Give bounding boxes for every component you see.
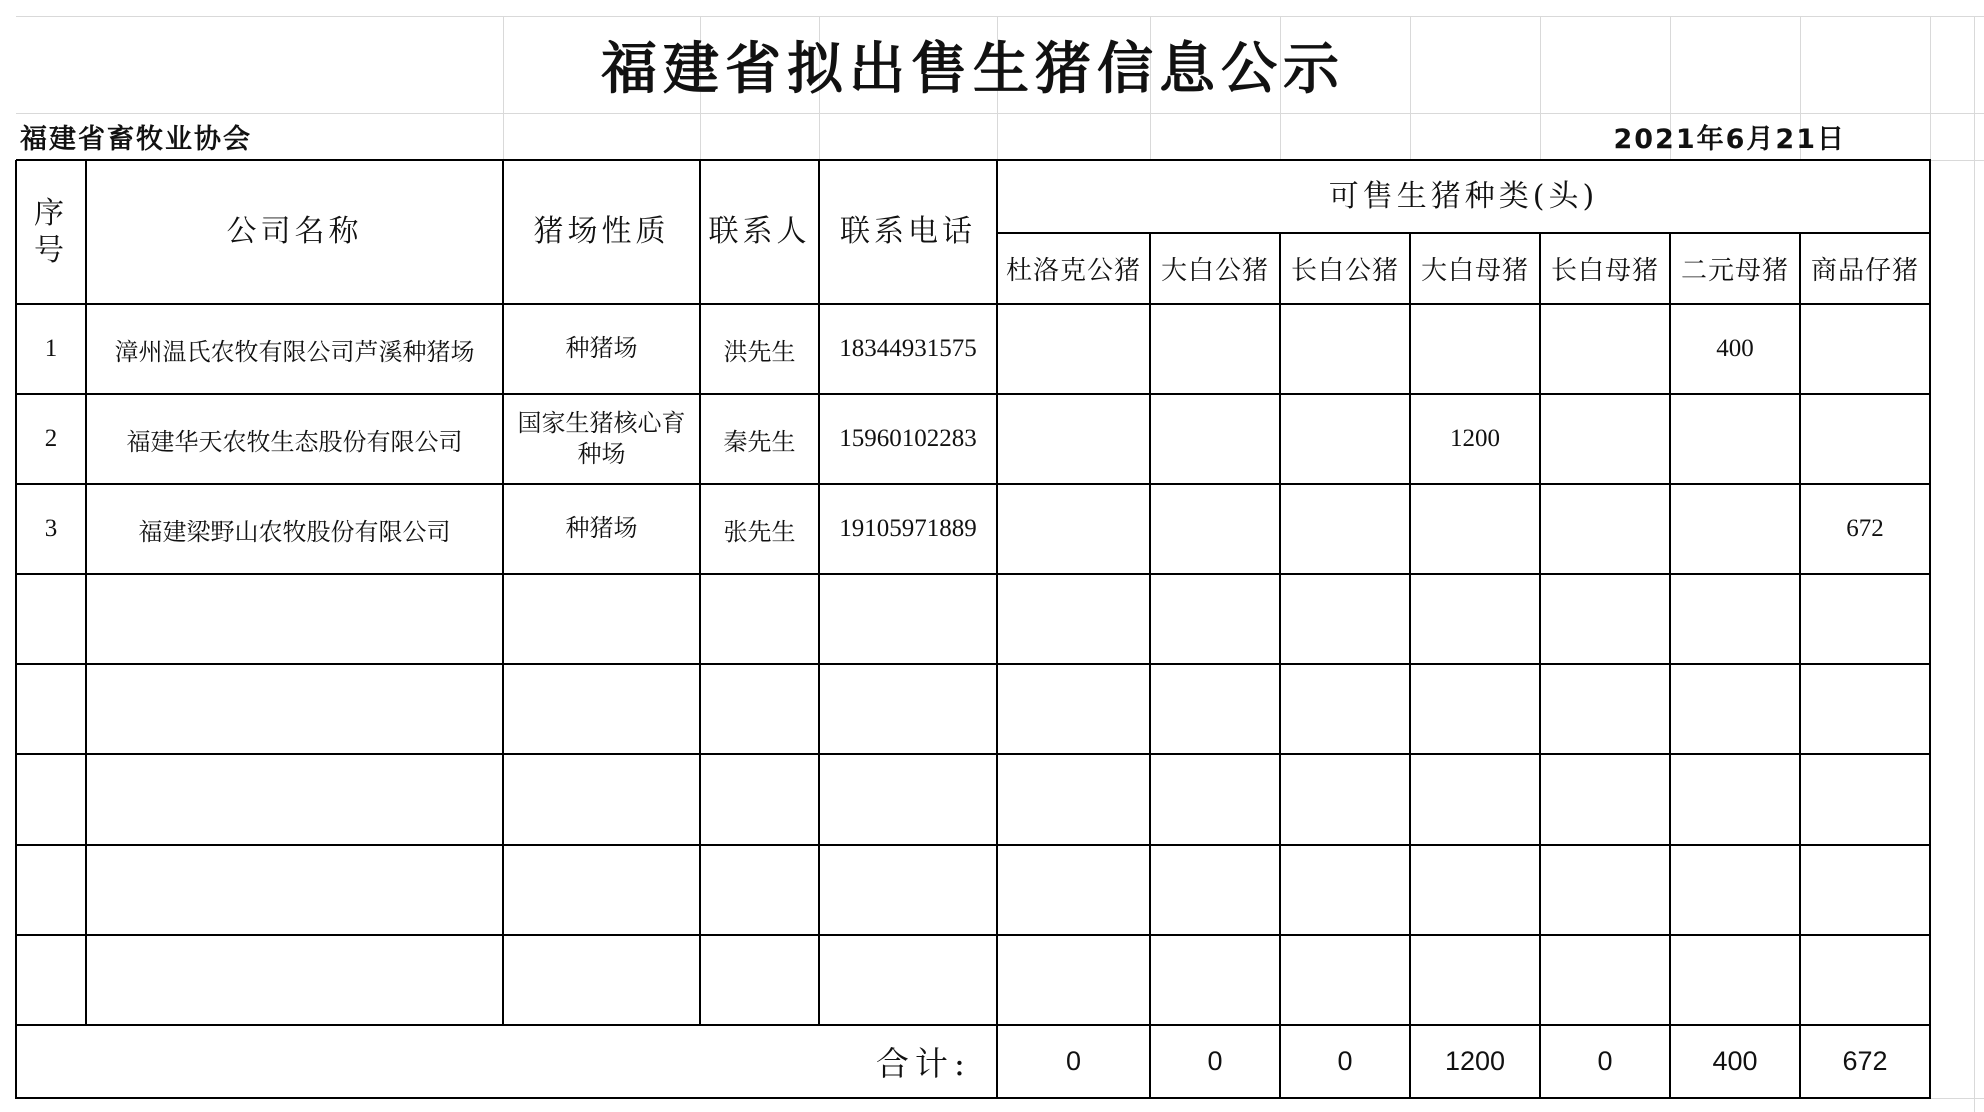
- header-contact: 联系人: [708, 214, 811, 250]
- table-border: [16, 1097, 1931, 1099]
- cell-count: [1540, 484, 1670, 574]
- cell-contact: 洪先生: [723, 337, 796, 366]
- cell-count: 672: [1846, 515, 1884, 542]
- cell-farm-type: 种猪场: [565, 334, 638, 363]
- table-border: [1279, 233, 1281, 1099]
- cell-count: [1150, 484, 1280, 574]
- table-border: [1539, 233, 1541, 1099]
- cell-contact: 秦先生: [723, 427, 796, 456]
- cell-farm-type: 国家生猪核心育种场: [517, 408, 686, 468]
- table-border: [699, 160, 701, 1026]
- cell-contact: 张先生: [723, 517, 796, 546]
- total-value: 1200: [1444, 1046, 1506, 1076]
- table-border: [997, 232, 1931, 234]
- publish-date: 2021年6月21日: [1613, 124, 1846, 155]
- cell-count: [1410, 304, 1540, 394]
- table-border: [16, 303, 1931, 305]
- total-value: 400: [1712, 1046, 1758, 1076]
- cell-count: [997, 304, 1150, 394]
- header-breed: 杜洛克公猪: [1005, 256, 1141, 286]
- table-border: [16, 753, 1931, 755]
- cell-count: [1410, 484, 1540, 574]
- table-border: [502, 160, 504, 1026]
- table-border: [16, 573, 1931, 575]
- table-border: [16, 393, 1931, 395]
- table-border: [16, 483, 1931, 485]
- total-value: 672: [1842, 1046, 1888, 1076]
- header-breed: 商品仔猪: [1810, 256, 1919, 286]
- cell-seq: 2: [44, 425, 58, 452]
- cell-count: [1540, 304, 1670, 394]
- cell-seq: 1: [44, 335, 58, 362]
- cell-count: [1150, 394, 1280, 484]
- table-border: [1799, 233, 1801, 1099]
- cell-count: [1670, 484, 1800, 574]
- total-value: 0: [1065, 1046, 1082, 1076]
- organization-name: 福建省畜牧业协会: [20, 124, 252, 155]
- header-seq: 序号: [34, 195, 68, 268]
- gridline: [1930, 1098, 1984, 1099]
- total-value: 0: [1207, 1046, 1223, 1076]
- cell-farm-type: 种猪场: [565, 514, 638, 543]
- cell-phone: 15960102283: [839, 425, 977, 452]
- cell-count: [1280, 394, 1410, 484]
- table-border: [1409, 233, 1411, 1099]
- table-border: [1149, 233, 1151, 1099]
- cell-count: [1800, 304, 1930, 394]
- cell-count: [1800, 394, 1930, 484]
- gridline: [1930, 16, 1931, 160]
- cell-count: [1150, 304, 1280, 394]
- total-label: 合计:: [875, 1044, 971, 1083]
- cell-count: [1670, 394, 1800, 484]
- table-border: [16, 663, 1931, 665]
- cell-company: 福建华天农牧生态股份有限公司: [126, 427, 463, 456]
- header-company: 公司名称: [226, 214, 363, 250]
- header-breed: 二元母猪: [1680, 256, 1789, 286]
- header-phone: 联系电话: [840, 214, 976, 250]
- table-border: [818, 160, 820, 1026]
- cell-phone: 19105971889: [839, 515, 977, 542]
- table-border: [1669, 233, 1671, 1099]
- cell-company: 福建梁野山农牧股份有限公司: [138, 517, 451, 546]
- table-border: [16, 934, 1931, 936]
- cell-count: 400: [1716, 335, 1754, 362]
- cell-count: [1280, 304, 1410, 394]
- cell-count: [1280, 484, 1410, 574]
- table-border: [15, 160, 17, 1099]
- header-breed: 长白母猪: [1550, 256, 1659, 286]
- header-breed: 大白公猪: [1160, 256, 1269, 286]
- cell-count: 1200: [1450, 425, 1500, 452]
- table-border: [85, 160, 87, 1026]
- table-border: [1929, 160, 1931, 1099]
- table-border: [996, 160, 998, 1099]
- cell-seq: 3: [44, 515, 58, 542]
- cell-count: [997, 394, 1150, 484]
- cell-phone: 18344931575: [839, 335, 977, 362]
- header-farm-type: 猪场性质: [533, 214, 670, 250]
- header-breed: 长白公猪: [1290, 256, 1399, 286]
- cell-company: 漳州温氏农牧有限公司芦溪种猪场: [114, 337, 475, 366]
- total-value: 0: [1337, 1046, 1353, 1076]
- total-value: 0: [1597, 1046, 1613, 1076]
- table-border: [16, 159, 1931, 161]
- header-breed: 大白母猪: [1420, 256, 1529, 286]
- page-title: 福建省拟出售生猪信息公示: [601, 36, 1345, 102]
- table-border: [16, 844, 1931, 846]
- header-breed-group: 可售生猪种类(头): [1328, 178, 1599, 214]
- cell-count: [1540, 394, 1670, 484]
- table-border: [16, 1024, 1931, 1026]
- gridline: [1974, 16, 1975, 1112]
- cell-count: [997, 484, 1150, 574]
